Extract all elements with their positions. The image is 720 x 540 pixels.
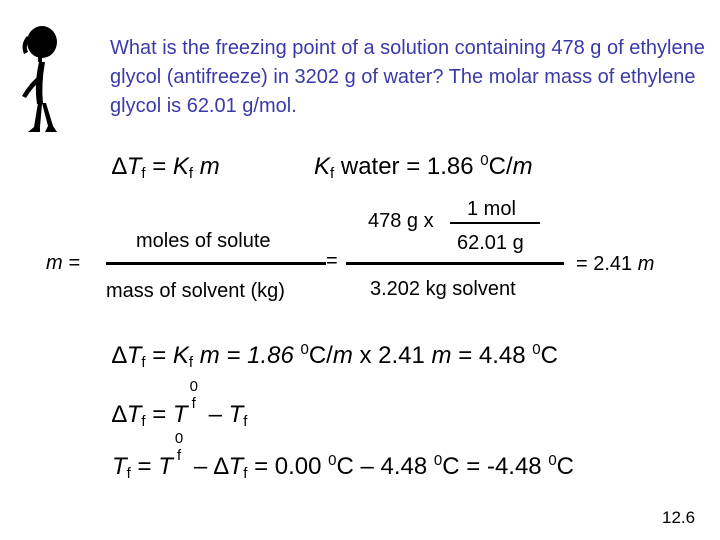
fraction-bar <box>106 262 326 265</box>
delta-tf-definition: $\Delta T_f = T$ 0 f – $T_f$ <box>112 378 248 430</box>
delta-tf-calculation: $\Delta T_f = K_f$ m = 1.86 $^0$C/m x 2.41 m = 4.48 $^0$C <box>112 341 558 371</box>
conversion-bar <box>450 222 540 224</box>
denominator-mass-of-solvent: mass of solvent (kg) <box>106 280 285 302</box>
fraction-bar-2 <box>346 262 564 265</box>
conversion-bottom: 62.01 g <box>457 232 524 254</box>
kf-water-value: $K_f$ water = 1.86 $^0$C/m <box>314 152 533 182</box>
final-freezing-point: $T_f = T$ 0 f – $\Delta T_f = 0.00$ $^0$C – 4.48 $^0$C = -4.48 $^0$C <box>112 430 575 482</box>
numerator-mass: 478 g x <box>368 210 434 232</box>
molality-symbol: m = <box>46 252 80 274</box>
thinking-figure-icon <box>14 14 70 136</box>
equals-sign: = <box>326 250 338 272</box>
denominator-kg-solvent: 3.202 kg solvent <box>370 278 516 300</box>
conversion-top: 1 mol <box>467 198 516 220</box>
molality-result: = 2.41 m <box>576 253 655 275</box>
question-text: What is the freezing point of a solution containing 478 g of ethylene glycol (antifreeze) in 3202 g of water? The molar mass of ethylene glycol is 62.01 g/mol. <box>110 37 705 117</box>
freezing-point-equation: $\Delta T_f = K_f$ m <box>112 153 220 182</box>
numerator-moles-of-solute: moles of solute <box>136 230 271 252</box>
slide-number: 12.6 <box>662 508 696 527</box>
